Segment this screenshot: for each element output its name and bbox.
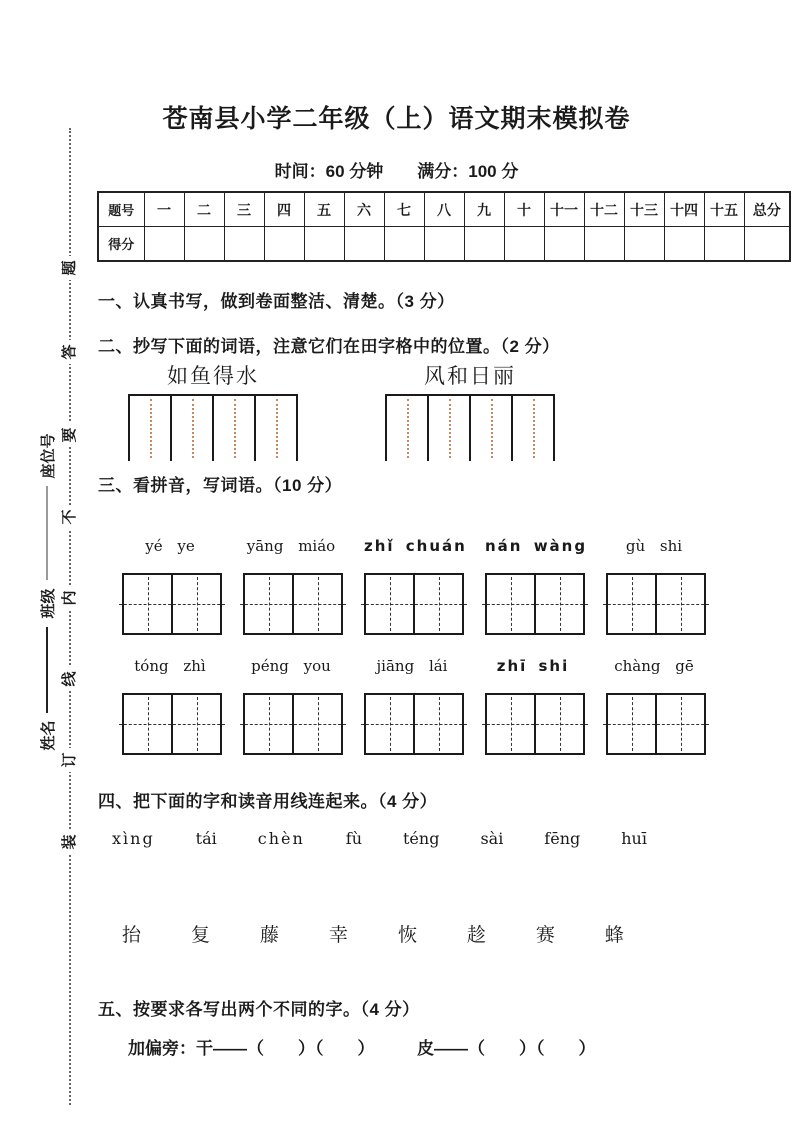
- q4-character-item: 复: [190, 925, 210, 946]
- grid-dashed-midline: [603, 604, 709, 605]
- q4-character-item: 藤: [259, 925, 279, 946]
- q3-pinyin-label: nán wàng: [485, 537, 588, 555]
- q4-pinyin-item: chèn: [257, 829, 305, 848]
- question-col-header: 十一: [544, 192, 584, 227]
- score-cell: [184, 227, 224, 262]
- tianzige-2cell-grid: [122, 573, 222, 635]
- grid-dashed-midline: [240, 724, 346, 725]
- q3-answer-unit: [606, 536, 702, 635]
- question-col-header: 十四: [664, 192, 704, 227]
- question-col-header: 七: [384, 192, 424, 227]
- binding-text-char: 要: [59, 423, 81, 447]
- tianzige-cell: [212, 396, 254, 461]
- q3-pinyin-label: chàng gē: [614, 657, 694, 675]
- q4-character-item: 蜂: [604, 925, 624, 946]
- q3-pinyin-label: zhǐ chuán: [364, 537, 467, 555]
- binding-text-char: 答: [59, 340, 81, 364]
- table-row: [98, 227, 790, 262]
- q4-pinyin-item: téng: [403, 829, 440, 848]
- grid-dashed-midline: [361, 604, 467, 605]
- grid-dashed-midline: [482, 724, 588, 725]
- table-row: [98, 192, 790, 227]
- q3-pinyin-label: tóng zhì: [134, 657, 206, 675]
- q3-heading: 三、看拼音，写词语。（10 分）: [98, 476, 343, 495]
- tianzige-cell: [427, 396, 469, 461]
- q3-answer-unit: [122, 656, 218, 755]
- score-cell: [704, 227, 744, 262]
- binding-text-char: 订: [59, 748, 81, 772]
- q4-pinyin-item: xìng: [112, 829, 155, 848]
- tianzige-2cell-grid: [243, 693, 343, 755]
- question-col-header: 六: [344, 192, 384, 227]
- question-col-header: 十五: [704, 192, 744, 227]
- q4-pinyin-item: fēng: [544, 829, 581, 848]
- q4-pinyin-item: huī: [621, 829, 647, 848]
- grid-dashed-midline: [119, 724, 225, 725]
- grid-dashed-midline: [361, 724, 467, 725]
- tianzige-2cell-grid: [243, 573, 343, 635]
- tianzige-2cell-grid: [122, 693, 222, 755]
- question-col-header: 十: [504, 192, 544, 227]
- q3-answer-unit: [485, 536, 588, 635]
- tianzige-2cell-grid: [606, 693, 706, 755]
- tianzige-cell: [128, 396, 170, 461]
- q1-heading: 一、认真书写，做到卷面整洁、清楚。（3 分）: [98, 292, 455, 311]
- score-cell: [504, 227, 544, 262]
- q3-pinyin-label: yāng miáo: [246, 537, 336, 555]
- q4-pinyin-row: [112, 829, 647, 848]
- score-cell: [584, 227, 624, 262]
- score-cell: [664, 227, 704, 262]
- q3-answer-unit: [364, 656, 460, 755]
- q4-character-row: [122, 920, 624, 947]
- score-cell: [424, 227, 464, 262]
- q4-character-item: 恢: [397, 925, 417, 946]
- score-cell: [544, 227, 584, 262]
- q3-answer-unit: [485, 656, 581, 755]
- q2-copy-group: [128, 360, 298, 461]
- score-cell: [144, 227, 184, 262]
- binding-text-char: 题: [59, 256, 81, 280]
- binding-text-char: 不: [59, 505, 81, 529]
- tianzige-cell: [469, 396, 511, 461]
- tianzige-cell: [385, 396, 427, 461]
- q3-answer-unit: [243, 536, 339, 635]
- question-col-header: 二: [184, 192, 224, 227]
- q3-pinyin-label: péng you: [251, 657, 331, 675]
- score-table: [97, 191, 791, 262]
- name-label: 姓名: [39, 720, 57, 751]
- score-cell: [464, 227, 504, 262]
- q2-word: 如鱼得水: [167, 364, 259, 388]
- exam-meta: 时间：60 分钟 满分：100 分: [274, 162, 519, 181]
- question-col-header: 一: [144, 192, 184, 227]
- tianzige-4cell-grid: [128, 394, 298, 461]
- tianzige-cell: [170, 396, 212, 461]
- grid-dashed-midline: [240, 604, 346, 605]
- q3-row-2: [122, 656, 702, 755]
- binding-text-char: 线: [59, 667, 81, 691]
- question-col-header: 五: [304, 192, 344, 227]
- tianzige-2cell-grid: [364, 693, 464, 755]
- q3-row-1: [122, 536, 702, 635]
- score-cell: [624, 227, 664, 262]
- student-info-labels: [34, 409, 60, 775]
- q2-word: 风和日丽: [424, 364, 516, 388]
- tianzige-2cell-grid: [485, 573, 585, 635]
- q4-pinyin-item: fù: [345, 829, 363, 848]
- question-col-header: 九: [464, 192, 504, 227]
- score-cell: [224, 227, 264, 262]
- score-cell: [304, 227, 344, 262]
- q3-pinyin-label: yé ye: [145, 537, 195, 555]
- q3-pinyin-label: zhī shi: [496, 657, 570, 675]
- q4-character-item: 抬: [122, 925, 142, 946]
- tianzige-2cell-grid: [606, 573, 706, 635]
- grid-dashed-midline: [482, 604, 588, 605]
- score-cell: [384, 227, 424, 262]
- tianzige-cell: [254, 396, 298, 461]
- score-table-corner: 题号: [98, 192, 144, 227]
- question-col-header: 总分: [744, 192, 790, 227]
- question-col-header: 三: [224, 192, 264, 227]
- question-col-header: 四: [264, 192, 304, 227]
- q4-character-item: 趁: [466, 925, 486, 946]
- question-col-header: 八: [424, 192, 464, 227]
- question-col-header: 十二: [584, 192, 624, 227]
- q3-answer-unit: [606, 656, 702, 755]
- q3-pinyin-label: gù shi: [625, 537, 683, 555]
- q4-pinyin-item: sài: [480, 829, 504, 848]
- q3-pinyin-label: jiāng lái: [376, 657, 448, 675]
- tianzige-4cell-grid: [385, 394, 555, 461]
- score-row-header: 得分: [98, 227, 144, 262]
- q2-heading: 二、抄写下面的词语，注意它们在田字格中的位置。（2 分）: [98, 337, 560, 356]
- q3-answer-unit: [364, 536, 467, 635]
- tianzige-2cell-grid: [364, 573, 464, 635]
- seat-number-label: 座位号: [39, 433, 57, 479]
- q5-content-line: 加偏旁：干——（ ）（ ） 皮——（ ）（ ）: [128, 1039, 596, 1058]
- q3-answer-unit: [243, 656, 339, 755]
- score-cell: [344, 227, 384, 262]
- q4-pinyin-item: tái: [195, 829, 217, 848]
- class-label: 班级: [39, 588, 57, 619]
- q4-character-item: 赛: [535, 925, 555, 946]
- page-title: 苍南县小学二年级（上）语文期末模拟卷: [162, 105, 631, 133]
- class-blank-line: [46, 487, 48, 581]
- q5-heading: 五、按要求各写出两个不同的字。（4 分）: [98, 1000, 420, 1019]
- score-cell: [744, 227, 790, 262]
- tianzige-cell: [511, 396, 555, 461]
- grid-dashed-midline: [119, 604, 225, 605]
- grid-dashed-midline: [603, 724, 709, 725]
- binding-text-char: 内: [59, 586, 81, 610]
- q4-character-item: 幸: [328, 925, 348, 946]
- tianzige-2cell-grid: [485, 693, 585, 755]
- q3-answer-unit: [122, 536, 218, 635]
- question-col-header: 十三: [624, 192, 664, 227]
- q4-heading: 四、把下面的字和读音用线连起来。（4 分）: [98, 792, 438, 811]
- name-blank-line: [46, 627, 48, 713]
- score-cell: [264, 227, 304, 262]
- q2-copy-group: [385, 360, 555, 461]
- binding-text-char: 装: [59, 830, 81, 854]
